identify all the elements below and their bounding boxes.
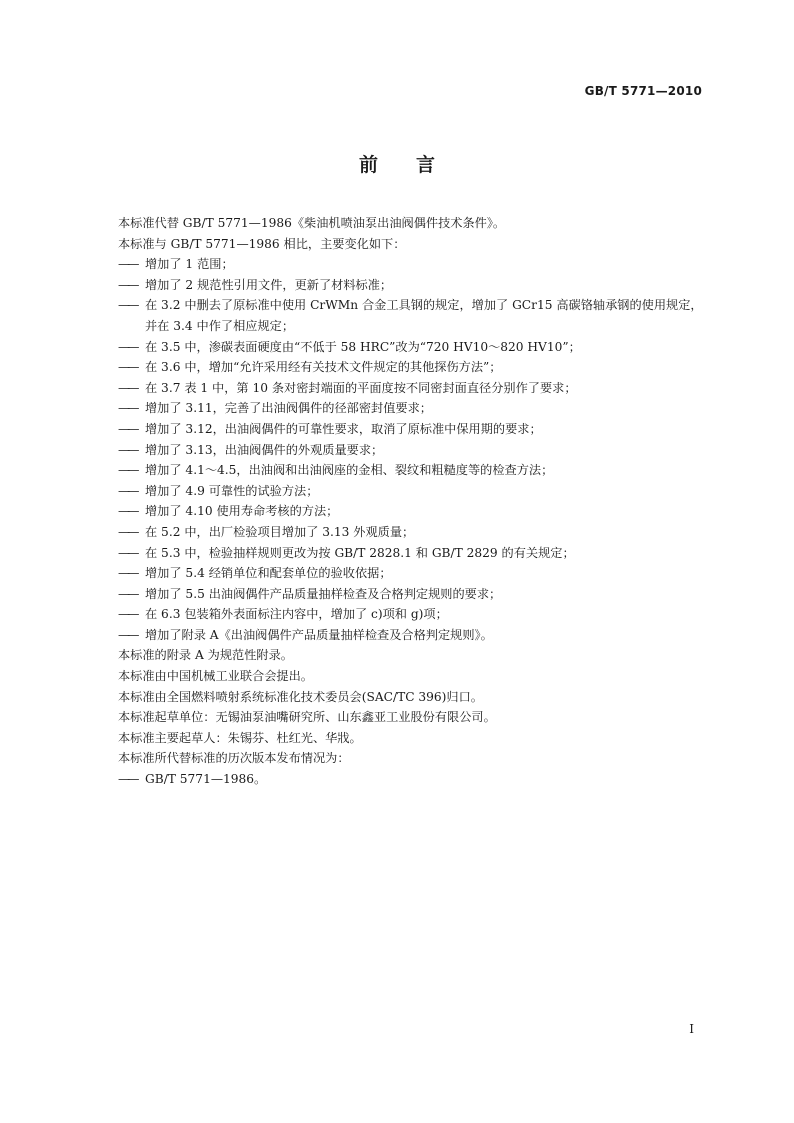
dash-marker: —— — [118, 277, 137, 292]
committee-paragraph: 本标准由全国燃料喷射系统标准化技术委员会(SAC/TC 396)归口。 — [118, 689, 483, 704]
change-item: —— 增加了 5.4 经销单位和配套单位的验收依据； — [118, 563, 708, 584]
dash-marker: —— — [118, 504, 137, 519]
dash-marker: —— — [118, 586, 137, 601]
dash-marker: —— — [118, 401, 137, 416]
proposer-paragraph: 本标准由中国机械工业联合会提出。 — [118, 669, 313, 684]
change-item: —— 在 5.3 中，检验抽样规则更改为按 GB/T 2828.1 和 GB/T 2829 的有关规定； — [118, 543, 708, 564]
dash-marker: —— — [118, 772, 137, 787]
dash-marker: —— — [118, 380, 137, 395]
change-item: —— 增加了 1 范围； — [118, 254, 708, 275]
dash-marker: —— — [118, 545, 137, 560]
change-item: —— 在 3.2 中删去了原标准中使用 CrWMn 合金工具钢的规定，增加了 GCr15 高碳铬轴承钢的使用规定，并在 3.4 中作了相应规定； — [118, 295, 708, 336]
change-item: —— 在 6.3 包装箱外表面标注内容中，增加了 c)项和 g)项； — [118, 604, 708, 625]
dash-marker: —— — [118, 607, 137, 622]
appendix-paragraph: 本标准的附录 A 为规范性附录。 — [118, 648, 293, 663]
dash-marker: —— — [118, 627, 137, 642]
change-item: —— 增加了 3.12，出油阀偶件的可靠性要求，取消了原标准中保用期的要求； — [118, 419, 708, 440]
title-char-2: 言 — [416, 154, 436, 176]
change-item: —— 在 5.2 中，出厂检验项目增加了 3.13 外观质量； — [118, 522, 708, 543]
standard-number-header: GB/T 5771—2010 — [584, 84, 702, 98]
change-item: —— 在 3.7 表 1 中，第 10 条对密封端面的平面度按不同密封面直径分别作了要求； — [118, 378, 708, 399]
change-item: —— 增加了 4.10 使用寿命考核的方法； — [118, 501, 708, 522]
dash-marker: —— — [118, 257, 137, 272]
dash-marker: —— — [118, 298, 137, 313]
change-item: —— 增加了附录 A《出油阀偶件产品质量抽样检查及合格判定规则》。 — [118, 625, 708, 646]
change-item: —— 增加了 3.13，出油阀偶件的外观质量要求； — [118, 440, 708, 461]
page-number: I — [689, 1022, 694, 1036]
replacement-paragraph: 本标准代替 GB/T 5771—1986《柴油机喷油泵出油阀偶件技术条件》。 — [118, 216, 506, 230]
drafting-units-paragraph: 本标准起草单位：无锡油泵油嘴研究所、山东鑫亚工业股份有限公司。 — [118, 710, 496, 725]
change-item: —— 增加了 4.9 可靠性的试验方法； — [118, 481, 708, 502]
dash-marker: —— — [118, 442, 137, 457]
dash-marker: —— — [118, 483, 137, 498]
title-char-1: 前 — [358, 154, 378, 176]
dash-marker: —— — [118, 566, 137, 581]
dash-marker: —— — [118, 360, 137, 375]
change-item: —— 增加了 2 规范性引用文件，更新了材料标准； — [118, 275, 708, 296]
history-intro-paragraph: 本标准所代替标准的历次版本发布情况为： — [118, 751, 350, 766]
dash-marker: —— — [118, 339, 137, 354]
history-item: —— GB/T 5771—1986。 — [118, 769, 708, 790]
dash-marker: —— — [118, 421, 137, 436]
change-item: —— 在 3.5 中，渗碳表面硬度由“不低于 58 HRC”改为“720 HV10～820 HV10”； — [118, 337, 708, 358]
dash-marker: —— — [118, 463, 137, 478]
change-item: —— 增加了 4.1～4.5，出油阀和出油阀座的金相、裂纹和粗糙度等的检查方法； — [118, 460, 708, 481]
dash-marker: —— — [118, 524, 137, 539]
comparison-paragraph: 本标准与 GB/T 5771—1986 相比，主要变化如下： — [118, 236, 406, 251]
change-item: —— 增加了 3.11，完善了出油阀偶件的径部密封值要求； — [118, 398, 708, 419]
foreword-body — [118, 213, 708, 790]
drafters-paragraph: 本标准主要起草人：朱锡芬、杜红光、华戕。 — [118, 730, 362, 745]
changes-list — [118, 254, 708, 645]
page-title — [0, 150, 794, 177]
change-item: —— 在 3.6 中，增加“允许采用经有关技术文件规定的其他探伤方法”； — [118, 357, 708, 378]
change-item: —— 增加了 5.5 出油阀偶件产品质量抽样检查及合格判定规则的要求； — [118, 584, 708, 605]
